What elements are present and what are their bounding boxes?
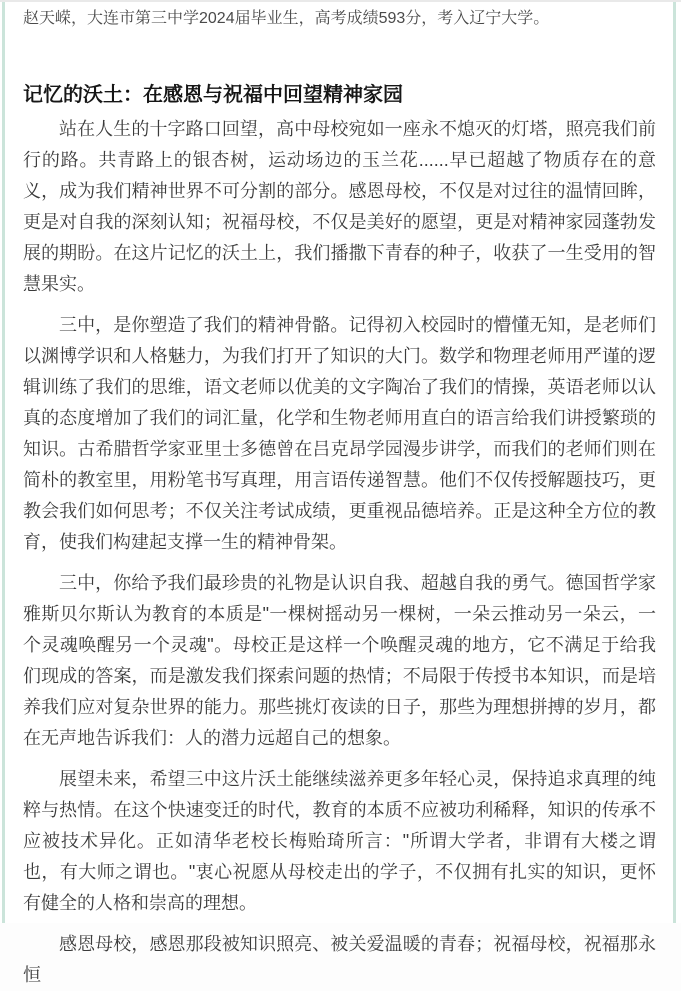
body-paragraph: 感恩母校，感恩那段被知识照亮、被关爱温暖的青春；祝福母校，祝福那永恒: [23, 934, 656, 985]
body-paragraph: 展望未来，希望三中这片沃土能继续滋养更多年轻心灵，保持追求真理的纯粹与热情。在这个快速变迁的时代，教育的本质不应被功利稀释，知识的传承不应被技术异化。正如清华老校长梅贻琦所言："所谓大学者，非谓有大楼之谓也，有大师之谓也。"衷心祝愿从母校走出的学子，不仅拥有扎实的知识，更怀有健全的人格和崇高的理想。: [23, 769, 656, 913]
article-content: [0, 2, 681, 991]
article-body: [23, 114, 656, 991]
article-title: 记忆的沃土：在感恩与祝福中回望精神家园: [23, 84, 403, 106]
body-paragraph: 三中，是你塑造了我们的精神骨骼。记得初入校园时的懵懂无知，是老师们以渊博学识和人格魅力，为我们打开了知识的大门。数学和物理老师用严谨的逻辑训练了我们的思维，语文老师以优美的文字陶冶了我们的情操，英语老师以认真的态度增加了我们的词汇量，化学和生物老师用直白的语言给我们讲授繁琐的知识。古希腊哲学家亚里士多德曾在吕克昂学园漫步讲学，而我们的老师们则在简朴的教室里，用粉笔书写真理，用言语传递智慧。他们不仅传授解题技巧，更教会我们如何思考；不仅关注考试成绩，更重视品德培养。正是这种全方位的教育，使我们构建起支撑一生的精神骨架。: [23, 315, 656, 552]
page-right-border: [673, 2, 676, 923]
body-paragraph: 站在人生的十字路口回望，高中母校宛如一座永不熄灭的灯塔，照亮我们前行的路。共青路上的银杏树，运动场边的玉兰花......早已超越了物质存在的意义，成为我们精神世界不可分割的部分。感恩母校，不仅是对过往的温情回眸，更是对自我的深刻认知；祝福母校，不仅是美好的愿望，更是对精神家园蓬勃发展的期盼。在这片记忆的沃土上，我们播撒下青春的种子，收获了一生受用的智慧果实。: [23, 119, 656, 294]
body-paragraph: 三中，你给予我们最珍贵的礼物是认识自我、超越自我的勇气。德国哲学家雅斯贝尔斯认为教育的本质是"一棵树摇动另一棵树，一朵云推动另一朵云，一个灵魂唤醒另一个灵魂"。母校正是这样一个唤醒灵魂的地方，它不满足于给我们现成的答案，而是激发我们探索问题的热情；不局限于传授书本知识，而是培养我们应对复杂世界的能力。那些挑灯夜读的日子，那些为理想拼搏的岁月，都在无声地告诉我们：人的潜力远超自己的想象。: [23, 573, 656, 748]
graduate-byline: 赵天嵘，大连市第三中学2024届毕业生，高考成绩593分，考入辽宁大学。: [23, 10, 550, 27]
page-left-border: [2, 2, 5, 923]
